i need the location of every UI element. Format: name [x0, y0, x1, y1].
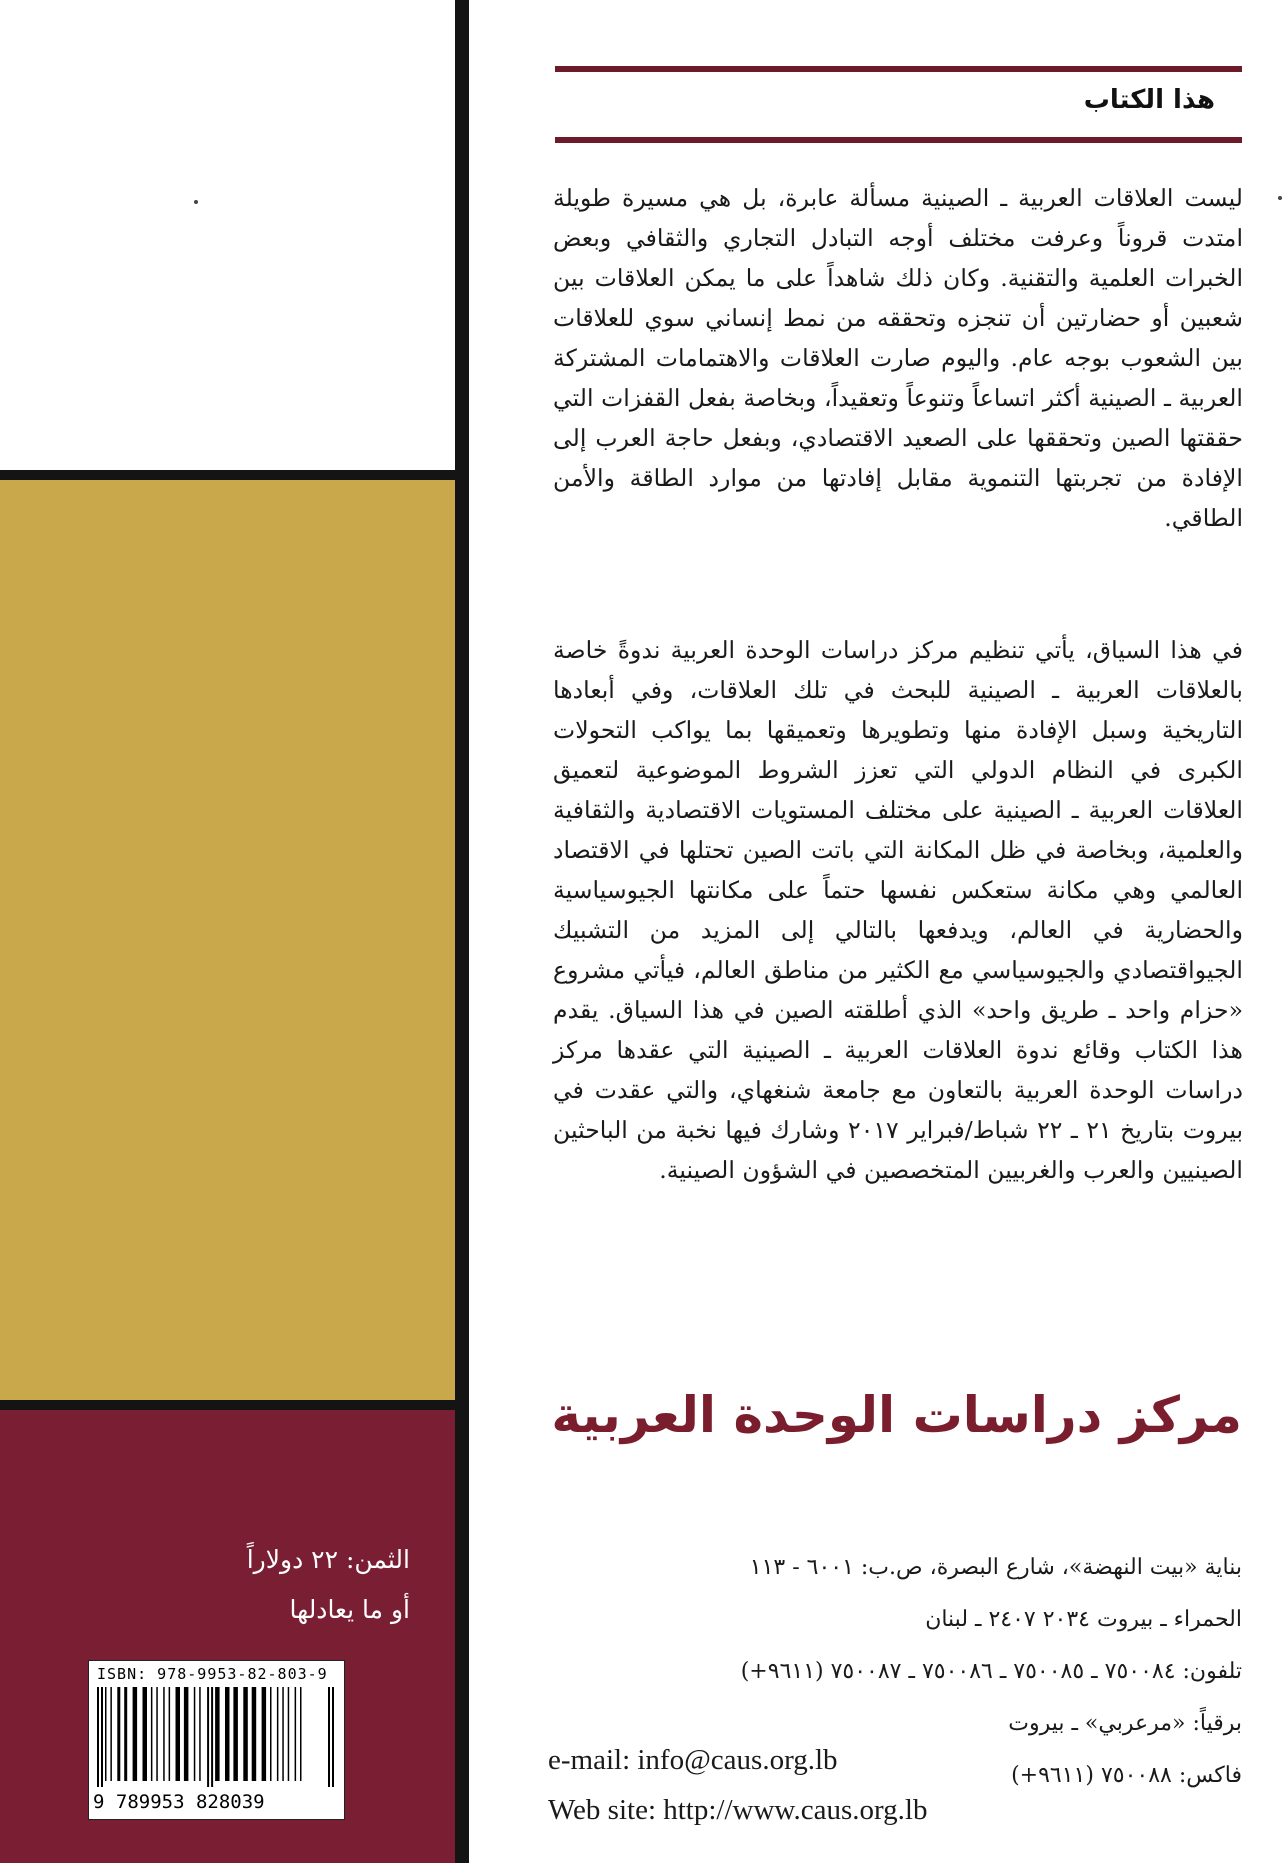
- description-paragraph-1: ليست العلاقات العربية ـ الصينية مسألة عابرة، بل هي مسيرة طويلة امتدت قروناً وعرفت مختلف أوجه التبادل التجاري والثقافي وبعض الخبرات العلمية والتقنية. وكان ذلك شاهداً على ما يمكن العلاقات بين شعبين أو حضارتين أن تنجزه وتحققه من نمط إنساني سوي للعلاقات بين الشعوب بوجه عام. واليوم صارت العلاقات والاهتمامات المشتركة العربية ـ الصينية أكثر اتساعاً وتنوعاً وتعقيداً، وبخاصة بفعل القفزات التي حققتها الصين وتحققها على الصعيد الاقتصادي، وبفعل حاجة العرب إلى الإفادة من تجربتها التنموية مقابل إفادتها من موارد الطاقة والأمن الطاقي.: [553, 184, 1243, 532]
- publisher-contacts: [548, 1735, 927, 1835]
- barcode-bar: [288, 1687, 290, 1781]
- price-line: الثمن: ٢٢ دولاراً: [246, 1545, 410, 1574]
- speck-mark: [194, 200, 198, 204]
- barcode-bar: [101, 1687, 103, 1787]
- barcode-bar: [184, 1687, 189, 1781]
- barcode-bar: [199, 1687, 201, 1781]
- barcode-bar: [233, 1687, 238, 1781]
- barcode-bar: [277, 1687, 279, 1781]
- left-gold-panel: [0, 480, 455, 1407]
- price-equivalent: أو ما يعادلها: [289, 1595, 410, 1624]
- address-line-1: بناية «بيت النهضة»، شارع البصرة، ص.ب: ٦٠٠١ - ١١٣: [749, 1555, 1242, 1580]
- barcode-bar: [252, 1687, 257, 1781]
- barcode-bar: [133, 1687, 138, 1781]
- barcode-bar: [176, 1687, 181, 1781]
- email-line[interactable]: e-mail: info@caus.org.lb: [548, 1744, 838, 1776]
- publisher-name: مركز دراسات الوحدة العربية: [551, 1386, 1242, 1444]
- barcode-bar: [169, 1687, 171, 1781]
- barcode-bar: [295, 1687, 297, 1781]
- barcode-bar: [143, 1687, 148, 1781]
- barcode-bar: [211, 1687, 213, 1787]
- barcode-digits: 9 789953 828039: [93, 1791, 265, 1813]
- barcode-bar: [262, 1687, 267, 1781]
- title-rule-top: [555, 66, 1242, 72]
- barcode-bar: [332, 1687, 334, 1787]
- website-line[interactable]: Web site: http://www.caus.org.lb: [548, 1794, 928, 1826]
- barcode-bar: [105, 1687, 107, 1781]
- barcode-bar: [300, 1687, 302, 1781]
- speck-mark: [1278, 196, 1282, 200]
- barcode-bar: [110, 1687, 112, 1781]
- vertical-divider: [455, 0, 469, 1863]
- phone-line: تلفون: ٧٥٠٠٨٤ ـ ٧٥٠٠٨٥ ـ ٧٥٠٠٨٦ ـ ٧٥٠٠٨٧ (٩٦١١+): [740, 1659, 1242, 1684]
- cable-line: برقياً: «مرعربي» ـ بيروت: [1008, 1711, 1242, 1736]
- barcode-bar: [97, 1687, 99, 1787]
- divider-bottom: [0, 1400, 455, 1410]
- barcode-bar: [243, 1687, 248, 1781]
- isbn-label: ISBN: 978-9953-82-803-9: [97, 1665, 328, 1683]
- barcode-bars: [95, 1687, 338, 1787]
- barcode-bar: [282, 1687, 284, 1781]
- barcode-bar: [194, 1687, 196, 1781]
- title-rule-bottom: [555, 137, 1242, 143]
- fax-line: فاكس: ٧٥٠٠٨٨ (٩٦١١+): [1011, 1763, 1242, 1788]
- barcode-bar: [270, 1687, 272, 1781]
- barcode-bar: [215, 1687, 220, 1781]
- barcode: [88, 1660, 345, 1820]
- description-paragraph-2: في هذا السياق، يأتي تنظيم مركز دراسات الوحدة العربية ندوةً خاصة بالعلاقات العربية ـ الصينية للبحث في تلك العلاقات، وفي أبعادها التاريخية وسبل الإفادة منها وتطويرها وتعميقها بما يواكب التحولات الكبرى في النظام الدولي التي تعزز الشروط الموضوعية لتعميق العلاقات العربية ـ الصينية على مختلف المستويات الاقتصادية والثقافية والعلمية، وبخاصة في ظل المكانة التي باتت الصين تحتلها في الاقتصاد العالمي وهي مكانة ستعكس نفسها حتماً على مكانتها الجيوسياسية والحضارية في العالم، ويدفعها بالتالي إلى المزيد من التشبيك الجيواقتصادي والجيوسياسي مع الكثير من مناطق العالم، فيأتي مشروع «حزام واحد ـ طريق واحد» الذي أطلقته الصين في هذا السياق. يقدم هذا الكتاب وقائع ندوة العلاقات العربية ـ الصينية التي عقدها مركز دراسات الوحدة العربية بالتعاون مع جامعة شنغهاي، والتي عقدت في بيروت بتاريخ ٢١ ـ ٢٢ شباط/فبراير ٢٠١٧ وشارك فيها نخبة من الباحثين الصينيين والعرب والغربيين المتخصصين في الشؤون الصينية.: [553, 636, 1244, 1184]
- barcode-bar: [207, 1687, 209, 1787]
- divider-top: [0, 470, 455, 480]
- barcode-bar: [225, 1687, 230, 1781]
- barcode-bar: [163, 1687, 165, 1781]
- barcode-bar: [328, 1687, 330, 1787]
- section-title: هذا الكتاب: [1083, 85, 1215, 115]
- left-white-panel: [0, 0, 455, 480]
- barcode-bar: [151, 1687, 153, 1781]
- address-line-2: الحمراء ـ بيروت ٢٠٣٤ ٢٤٠٧ ـ لبنان: [925, 1607, 1242, 1632]
- barcode-bar: [117, 1687, 120, 1781]
- barcode-bar: [124, 1687, 127, 1781]
- barcode-bar: [156, 1687, 158, 1781]
- price-block: [70, 1535, 410, 1635]
